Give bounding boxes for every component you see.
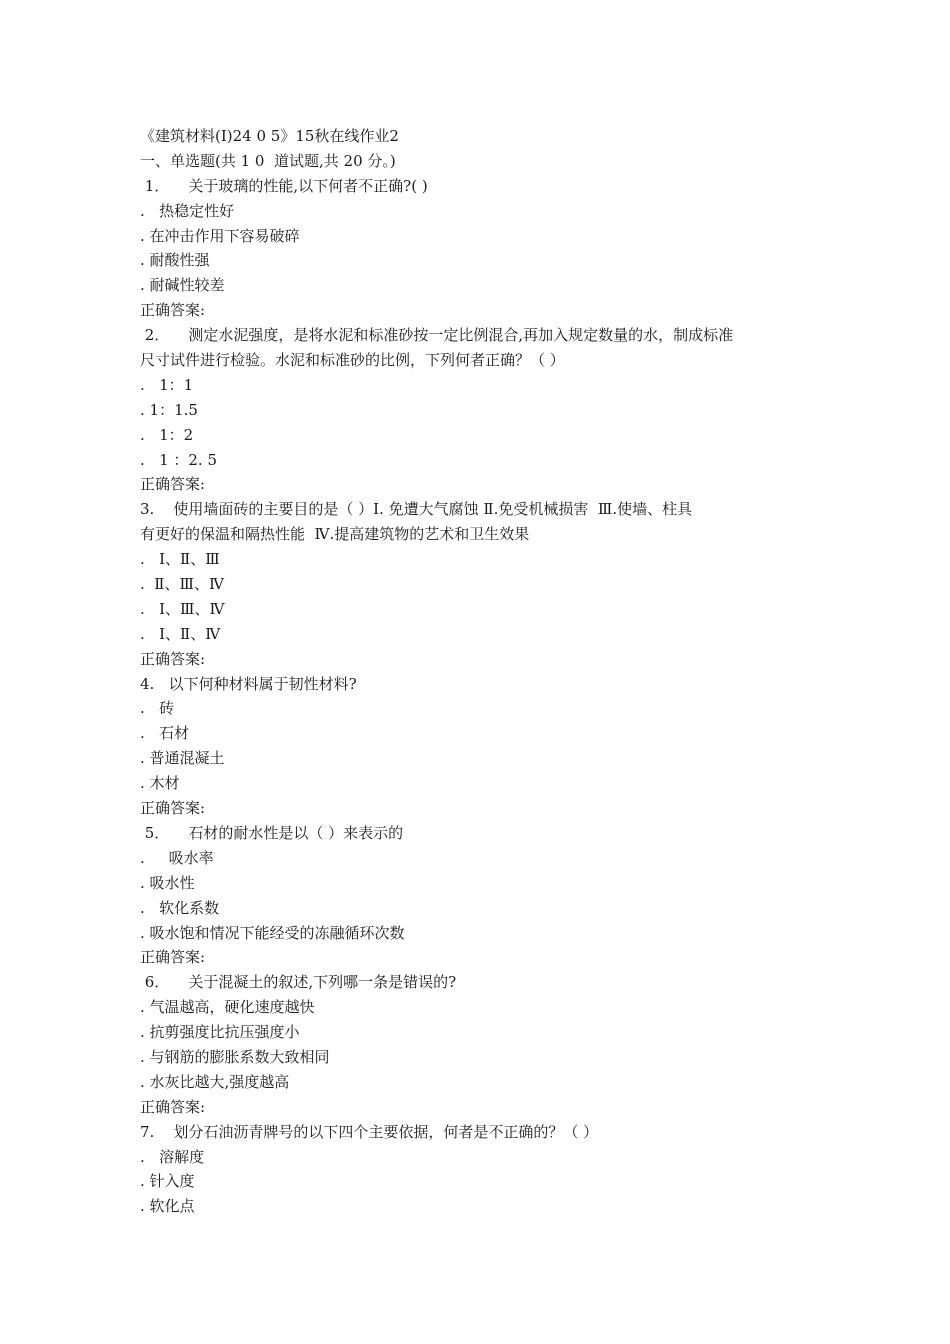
question-stem: 7. 划分石油沥青牌号的以下四个主要依据，何者是不正确的？（ ）	[140, 1122, 599, 1141]
answer-option: . 1：1.5	[140, 400, 198, 419]
document-title: 《建筑材料(Ⅰ)24 0 5》15秋在线作业2	[140, 127, 399, 145]
answer-option: . 水灰比越大,强度越高	[140, 1072, 290, 1091]
answer-option: . 耐碱性较差	[140, 276, 225, 295]
answer-option: . Ⅰ、Ⅱ、Ⅲ	[140, 550, 220, 569]
question-block	[140, 1120, 820, 1220]
answer-option: . 1 ：2. 5	[140, 450, 218, 469]
question-stem: 3. 使用墙面砖的主要目的是（ ）Ⅰ. 免遭大气腐蚀 Ⅱ.免受机械损害 Ⅲ.使墙、柱具	[140, 500, 693, 519]
correct-answer-label: 正确答案:	[140, 799, 206, 818]
question-stem: 尺寸试件进行检验。水泥和标准砂的比例，下列何者正确？（ ）	[140, 351, 565, 370]
answer-option: . 木材	[140, 774, 180, 793]
question-block	[140, 497, 820, 671]
question-stem: 有更好的保温和隔热性能 Ⅳ.提高建筑物的艺术和卫生效果	[140, 525, 530, 544]
question-stem: 2． 测定水泥强度，是将水泥和标准砂按一定比例混合,再加入规定数量的水，制成标准	[140, 326, 734, 345]
answer-option: . Ⅰ、Ⅱ、Ⅳ	[140, 624, 221, 643]
answer-option: . 砖	[140, 699, 175, 718]
answer-option: . 在冲击作用下容易破碎	[140, 226, 300, 245]
answer-option: . 与钢筋的膨胀系数大致相同	[140, 1047, 330, 1066]
answer-option: . 针入度	[140, 1172, 195, 1191]
correct-answer-label: 正确答案:	[140, 948, 206, 967]
question-stem: 1． 关于玻璃的性能,以下何者不正确?( )	[140, 176, 428, 195]
answer-option: . 吸水饱和情况下能经受的冻融循环次数	[140, 923, 405, 942]
answer-option: . 软化点	[140, 1197, 195, 1216]
question-block	[140, 323, 820, 497]
correct-answer-label: 正确答案:	[140, 475, 206, 494]
answer-option: . 抗剪强度比抗压强度小	[140, 1023, 300, 1042]
answer-option: . 气温越高，硬化速度越快	[140, 998, 315, 1017]
answer-option: . 耐酸性强	[140, 251, 210, 270]
answer-option: . 溶解度	[140, 1147, 205, 1166]
question-stem: 6． 关于混凝土的叙述,下列哪一条是错误的?	[140, 973, 457, 992]
answer-option: . Ⅰ、Ⅲ、Ⅳ	[140, 599, 225, 618]
answer-option: . 1：2	[140, 425, 194, 444]
question-block	[140, 174, 820, 323]
section-heading: 一、单选题(共 1 0 道试题,共 20 分。)	[140, 151, 396, 170]
correct-answer-label: 正确答案:	[140, 1097, 206, 1116]
answer-option: . Ⅱ、Ⅲ、Ⅳ	[140, 575, 224, 594]
correct-answer-label: 正确答案:	[140, 649, 206, 668]
question-stem: 5． 石材的耐水性是以（ ）来表示的	[140, 823, 404, 842]
answer-option: . 普通混凝土	[140, 749, 225, 768]
question-block	[140, 970, 820, 1119]
document-page	[140, 124, 820, 1219]
answer-option: . 软化系数	[140, 898, 220, 917]
question-block	[140, 672, 820, 821]
question-stem: 4. 以下何种材料属于韧性材料?	[140, 674, 357, 693]
question-list	[140, 174, 820, 1219]
answer-option: . 热稳定性好	[140, 201, 235, 220]
answer-option: . 吸水性	[140, 873, 195, 892]
question-block	[140, 821, 820, 970]
correct-answer-label: 正确答案:	[140, 301, 206, 320]
answer-option: . 石材	[140, 724, 190, 743]
answer-option: . 1：1	[140, 375, 194, 394]
answer-option: . 吸水率	[140, 848, 214, 867]
